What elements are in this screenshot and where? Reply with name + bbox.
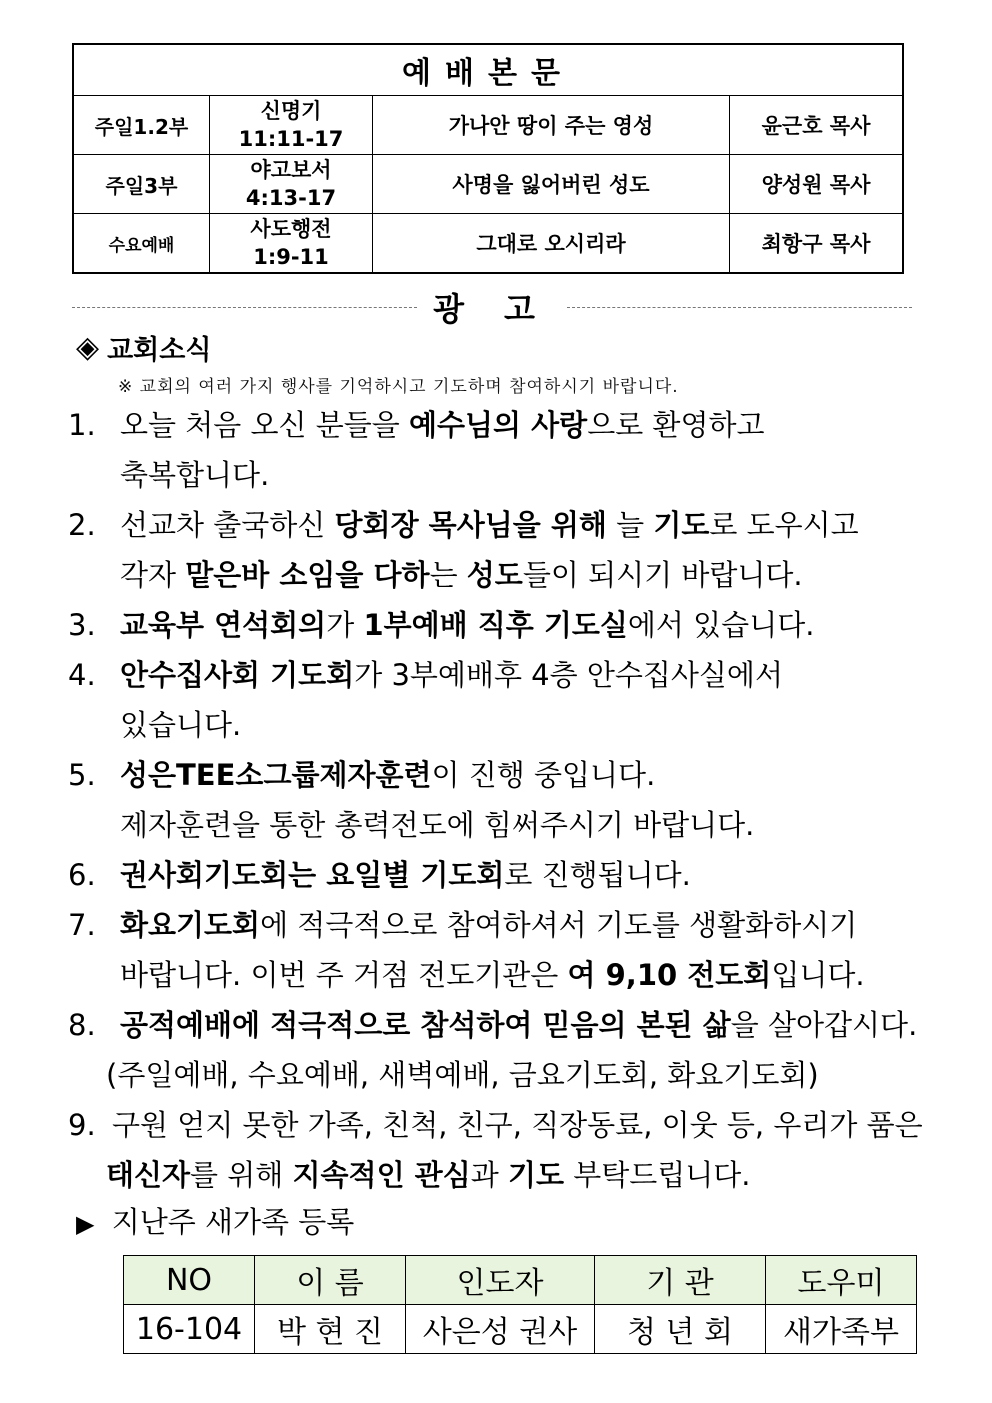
item-number: 5. bbox=[68, 758, 96, 792]
service-name: 주일1.2부 bbox=[73, 96, 210, 155]
announcement-list bbox=[68, 400, 928, 1200]
table-row bbox=[124, 1305, 917, 1354]
item-emphasis: 예수님의 사랑 bbox=[409, 408, 588, 442]
item-text: 구원 얻지 못한 가족, 친척, 친구, 직장동료, 이웃 등, 우리가 품은 bbox=[112, 1108, 923, 1142]
column-header: 기 관 bbox=[595, 1256, 766, 1305]
table-row bbox=[73, 214, 903, 273]
item-text: 로 진행됩니다. bbox=[504, 858, 691, 892]
triangle-right-icon: ▶ bbox=[76, 1210, 95, 1238]
item-number: 4. bbox=[68, 658, 96, 692]
scripture-book: 신명기 bbox=[260, 99, 322, 124]
item-emphasis: 기도 bbox=[653, 508, 710, 542]
table-row bbox=[73, 155, 903, 214]
item-number: 1. bbox=[68, 408, 96, 442]
item-text: 선교차 출국하신 bbox=[120, 508, 335, 542]
table-cell: 새가족부 bbox=[766, 1305, 917, 1354]
diamond-icon: ◈ bbox=[76, 330, 100, 365]
table-cell: 16-104 bbox=[124, 1305, 255, 1354]
list-item bbox=[68, 900, 928, 1000]
item-text: 이 진행 중입니다. bbox=[431, 758, 656, 792]
new-family-table bbox=[123, 1255, 917, 1354]
sermon-table bbox=[72, 43, 904, 274]
sermon-title: 가나안 땅이 주는 영성 bbox=[373, 96, 730, 155]
scripture-book: 사도행전 bbox=[250, 217, 332, 242]
item-text: 으로 환영하고 bbox=[587, 408, 765, 442]
item-emphasis: 맡은바 소임을 다하 bbox=[185, 558, 430, 592]
item-text: 축복합니다. bbox=[120, 458, 270, 492]
item-text: 오늘 처음 오신 분들을 bbox=[120, 408, 409, 442]
item-emphasis: 교육부 연석회의 bbox=[120, 608, 327, 642]
new-family-heading bbox=[76, 1200, 354, 1241]
item-text: 을 살아갑시다. bbox=[730, 1008, 918, 1042]
item-text: 가 3부예배후 4층 안수집사실에서 bbox=[354, 658, 783, 692]
item-emphasis: 지속적인 관심 bbox=[292, 1158, 471, 1192]
church-news-heading bbox=[76, 328, 211, 367]
church-news-note: ※ 교회의 여러 가지 행사를 기억하시고 기도하며 참여하시기 바랍니다. bbox=[118, 377, 679, 397]
list-item bbox=[68, 1000, 928, 1100]
scripture-verse: 1:9-11 bbox=[253, 245, 329, 270]
item-text: 부탁드립니다. bbox=[563, 1158, 751, 1192]
item-text: 각자 bbox=[120, 558, 186, 592]
preacher: 양성원 목사 bbox=[730, 155, 904, 214]
sermon-table-title: 예배본문 bbox=[73, 44, 903, 96]
item-text: 가 bbox=[326, 608, 364, 642]
scripture-ref bbox=[210, 155, 373, 214]
item-text: 늘 bbox=[606, 508, 654, 542]
scripture-book: 야고보서 bbox=[250, 158, 332, 183]
list-item bbox=[68, 600, 928, 650]
item-number: 3. bbox=[68, 608, 96, 642]
scripture-verse: 4:13-17 bbox=[245, 186, 337, 211]
column-header: NO bbox=[124, 1256, 255, 1305]
item-number: 7. bbox=[68, 908, 96, 942]
list-item bbox=[68, 1100, 928, 1200]
table-header-row bbox=[124, 1256, 917, 1305]
item-text: 에 적극적으로 참여하셔서 기도를 생활화하시기 bbox=[260, 908, 858, 942]
list-item bbox=[68, 750, 928, 850]
column-header: 이 름 bbox=[255, 1256, 406, 1305]
item-text: 는 bbox=[429, 558, 467, 592]
item-text: 과 bbox=[470, 1158, 508, 1192]
item-emphasis: 안수집사회 기도회 bbox=[120, 658, 355, 692]
item-emphasis: 여 9,10 전도회 bbox=[567, 958, 772, 992]
item-emphasis: 1부예배 직후 기도실 bbox=[363, 608, 628, 642]
item-text: 에서 있습니다. bbox=[627, 608, 815, 642]
item-text: 들이 되시기 바랍니다. bbox=[522, 558, 803, 592]
table-cell: 청 년 회 bbox=[595, 1305, 766, 1354]
item-emphasis: 공적예배에 적극적으로 참석하여 믿음의 본된 삶 bbox=[120, 1008, 731, 1042]
list-item bbox=[68, 500, 928, 600]
scripture-verse: 11:11-17 bbox=[238, 127, 344, 152]
item-number: 6. bbox=[68, 858, 96, 892]
dashed-line bbox=[567, 307, 912, 308]
item-number: 8. bbox=[68, 1008, 96, 1042]
scripture-ref bbox=[210, 96, 373, 155]
item-number: 9. bbox=[68, 1108, 96, 1142]
item-emphasis: 성도 bbox=[466, 558, 523, 592]
item-text: (주일예배, 수요예배, 새벽예배, 금요기도회, 화요기도회) bbox=[106, 1058, 819, 1092]
list-item bbox=[68, 400, 928, 500]
item-text: 바랍니다. 이번 주 거점 전도기관은 bbox=[120, 958, 568, 992]
item-emphasis: 당회장 목사님을 위해 bbox=[334, 508, 607, 542]
scripture-ref bbox=[210, 214, 373, 273]
sermon-title: 사명을 잃어버린 성도 bbox=[373, 155, 730, 214]
table-cell: 박 현 진 bbox=[255, 1305, 406, 1354]
item-number: 2. bbox=[68, 508, 96, 542]
service-name: 주일3부 bbox=[73, 155, 210, 214]
list-item bbox=[68, 850, 928, 900]
item-text: 있습니다. bbox=[120, 708, 242, 742]
item-emphasis: 기도 bbox=[507, 1158, 564, 1192]
item-emphasis: 태신자 bbox=[106, 1158, 191, 1192]
column-header: 인도자 bbox=[406, 1256, 595, 1305]
item-text: 를 위해 bbox=[190, 1158, 293, 1192]
list-item bbox=[68, 650, 928, 750]
item-text: 입니다. bbox=[771, 958, 865, 992]
item-emphasis: 성은TEE소그룹제자훈련 bbox=[120, 758, 432, 792]
item-text: 제자훈련을 통한 총력전도에 힘써주시기 바랍니다. bbox=[120, 808, 755, 842]
service-name: 수요예배 bbox=[73, 214, 210, 273]
church-news-label: 교회소식 bbox=[107, 335, 212, 366]
item-emphasis: 화요기도회 bbox=[120, 908, 261, 942]
table-row bbox=[73, 96, 903, 155]
new-family-label: 지난주 새가족 등록 bbox=[111, 1205, 355, 1239]
column-header: 도우미 bbox=[766, 1256, 917, 1305]
item-emphasis: 권사회기도회는 요일별 기도회 bbox=[120, 858, 505, 892]
announcement-title: 광고 bbox=[433, 290, 575, 328]
announcement-divider bbox=[72, 285, 912, 329]
dashed-line bbox=[72, 307, 417, 308]
preacher: 윤근호 목사 bbox=[730, 96, 904, 155]
preacher: 최항구 목사 bbox=[730, 214, 904, 273]
item-text: 로 도우시고 bbox=[709, 508, 859, 542]
table-cell: 사은성 권사 bbox=[406, 1305, 595, 1354]
sermon-title: 그대로 오시리라 bbox=[373, 214, 730, 273]
